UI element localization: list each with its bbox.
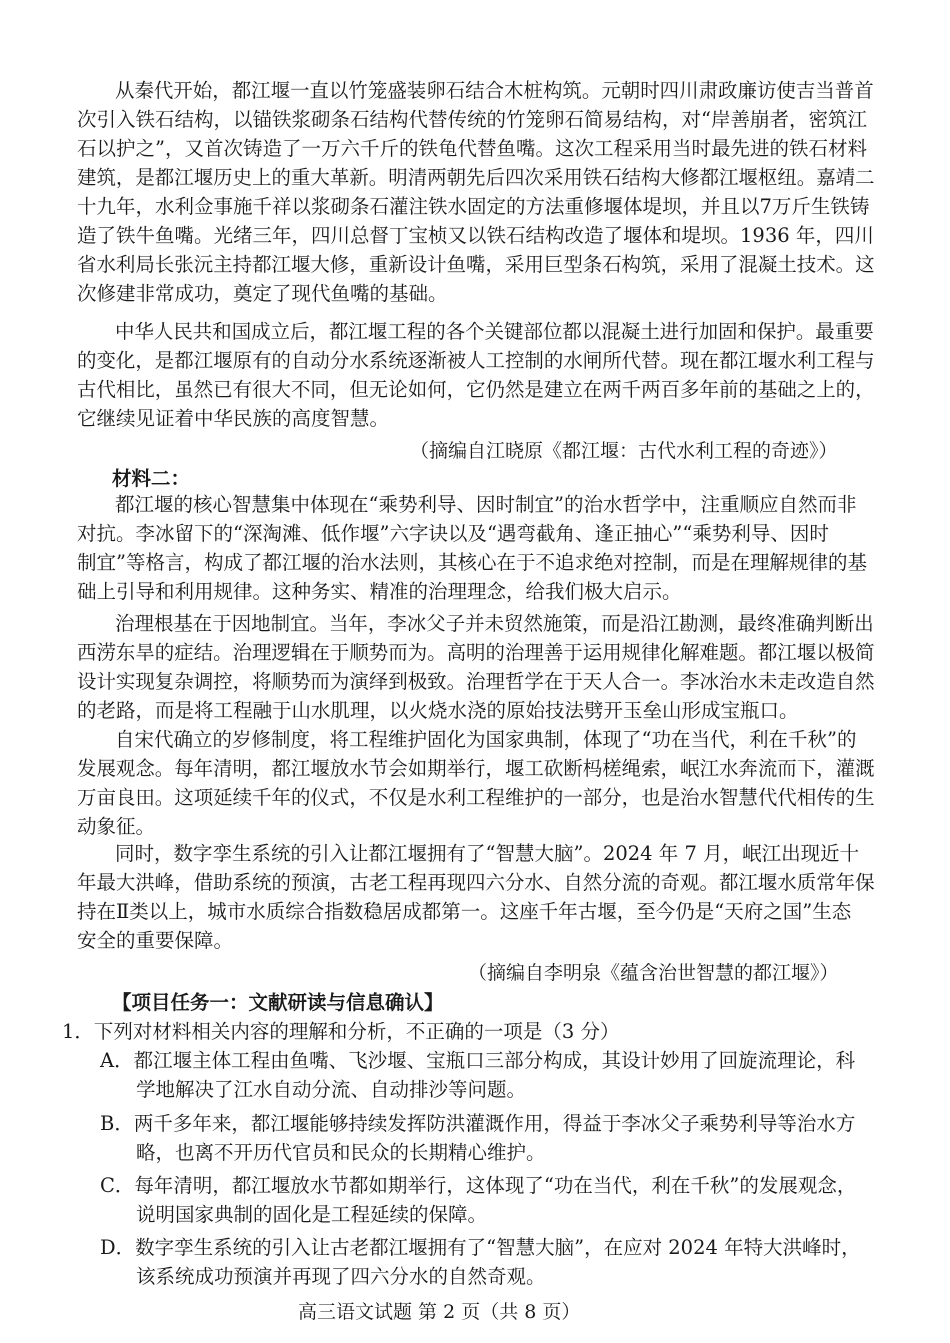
para-2-line: 它继续见证着中华民族的高度智慧。 — [77, 407, 390, 430]
para-2-line: 古代相比，虽然已有很大不同，但无论如何，它仍然是建立在两千两百多年前的基础之上的， — [77, 378, 875, 401]
para-1-line: 省水利局长张沅主持都江堰大修，重新设计鱼嘴，采用巨型条石构筑，采用了混凝土技术。这 — [77, 253, 875, 276]
material-two-para-line: 设计实现复杂调控，将顺势而为演绎到极致。治理哲学在于天人合一。李冰治水未走改造自然 — [77, 670, 875, 693]
material-two-para-line: 持在Ⅱ类以上，城市水质综合指数稳居成都第一。这座千年古堰，至今仍是“天府之国”生态 — [77, 900, 852, 923]
material-two-para-line: 础上引导和利用规律。这种务实、精准的治理理念，给我们极大启示。 — [77, 580, 682, 603]
para-1-line: 从秦代开始，都江堰一直以竹笼盛装卵石结合木桩构筑。元朝时四川肃政廉访使吉当普首 — [115, 79, 874, 102]
source-citation-2: （摘编自李明泉《蕴含治世智慧的都江堰》） — [468, 962, 839, 984]
material-two-para-line: 都江堰的核心智慧集中体现在“乘势利导、因时制宜”的治水哲学中，注重顺应自然而非 — [115, 493, 857, 516]
para-1-line: 次引入铁石结构，以锚铁浆砌条石结构代替传统的竹笼卵石简易结构，对“岸善崩者，密筑江 — [77, 108, 867, 131]
material-two-heading: 材料二： — [112, 467, 191, 490]
option-b-line: 略，也离不开历代官员和民众的长期精心维护。 — [136, 1141, 546, 1164]
material-two-para-line: 对抗。李冰留下的“深淘滩、低作堰”六字诀以及“遇弯截角、逢正抽心”“乘势利导、因时 — [77, 522, 829, 545]
material-two-para-line: 万亩良田。这项延续千年的仪式，不仅是水利工程维护的一部分，也是治水智慧代代相传的生 — [77, 786, 875, 809]
material-two-para-line: 治理根基在于因地制宜。当年，李冰父子并未贸然施策，而是沿江勘测，最终准确判断出 — [115, 612, 874, 635]
material-two-para-line: 发展观念。每年清明，都江堰放水节会如期举行，堰工砍断杩槎绳索，岷江水奔流而下，灌溉 — [77, 757, 875, 780]
option-a-line: 学地解决了江水自动分流、自动排沙等问题。 — [136, 1078, 527, 1101]
material-two-para-line: 西涝东旱的症结。治理逻辑在于顺势而为。高明的治理善于运用规律化解难题。都江堰以极简 — [77, 641, 875, 664]
material-two-para-line: 自宋代确立的岁修制度，将工程维护固化为国家典制，体现了“功在当代，利在千秋”的 — [115, 728, 857, 751]
material-two-para-line: 动象征。 — [77, 815, 156, 838]
option-b-line: B．两千多年来，都江堰能够持续发挥防洪灌溉作用，得益于李冰父子乘势利导等治水方 — [100, 1112, 856, 1135]
question-stem: 1．下列对材料相关内容的理解和分析，不正确的一项是（3 分） — [62, 1020, 620, 1043]
option-a-line: A．都江堰主体工程由鱼嘴、飞沙堰、宝瓶口三部分构成，其设计妙用了回旋流理论，科 — [100, 1049, 856, 1072]
option-d-line: 该系统成功预演并再现了四六分水的自然奇观。 — [136, 1265, 546, 1288]
material-two-para-line: 制宜”等格言，构成了都江堰的治水法则，其核心在于不追求绝对控制，而是在理解规律的基 — [77, 551, 867, 574]
task-heading: 【项目任务一：文献研读与信息确认】 — [112, 991, 444, 1014]
para-1-line: 次修建非常成功，奠定了现代鱼嘴的基础。 — [77, 282, 448, 305]
option-c-line: C．每年清明，都江堰放水节都如期举行，这体现了“功在当代，利在千秋”的发展观念， — [100, 1174, 857, 1197]
material-two-para-line: 同时，数字孪生系统的引入让都江堰拥有了“智慧大脑”。2024 年 7 月，岷江出现近十 — [115, 842, 860, 865]
material-two-para-line: 的老路，而是将工程融于山水肌理，以火烧水浇的原始技法劈开玉垒山形成宝瓶口。 — [77, 699, 799, 722]
para-1-line: 石以护之”，又首次铸造了一万六千斤的铁龟代替鱼嘴。这次工程采用当时最先进的铁石材料 — [77, 137, 867, 160]
para-2-line: 中华人民共和国成立后，都江堰工程的各个关键部位都以混凝土进行加固和保护。最重要 — [115, 320, 874, 343]
para-1-line: 建筑，是都江堰历史上的重大革新。明清两朝先后四次采用铁石结构大修都江堰枢纽。嘉靖二 — [77, 166, 875, 189]
material-two-para-line: 年最大洪峰，借助系统的预演，古老工程再现四六分水、自然分流的奇观。都江堰水质常年保 — [77, 871, 875, 894]
para-1-line: 十九年，水利佥事施千祥以浆砌条石灌注铁水固定的方法重修堰体堤坝，并且以7万斤生铁铸 — [77, 195, 870, 218]
para-2-line: 的变化，是都江堰原有的自动分水系统逐渐被人工控制的水闸所代替。现在都江堰水利工程与 — [77, 349, 875, 372]
material-two-para-line: 安全的重要保障。 — [77, 929, 234, 952]
option-c-line: 说明国家典制的固化是工程延续的保障。 — [136, 1203, 488, 1226]
source-citation-1: （摘编自江晓原《都江堰：古代水利工程的奇迹》） — [410, 440, 838, 462]
option-d-line: D．数字孪生系统的引入让古老都江堰拥有了“智慧大脑”，在应对 2024 年特大洪峰时， — [100, 1236, 861, 1259]
para-1-line: 造了铁牛鱼嘴。光绪三年，四川总督丁宝桢又以铁石结构改造了堰体和堤坝。1936 年，四川 — [77, 224, 874, 247]
page-footer: 高三语文试题 第 2 页（共 8 页） — [298, 1301, 581, 1323]
